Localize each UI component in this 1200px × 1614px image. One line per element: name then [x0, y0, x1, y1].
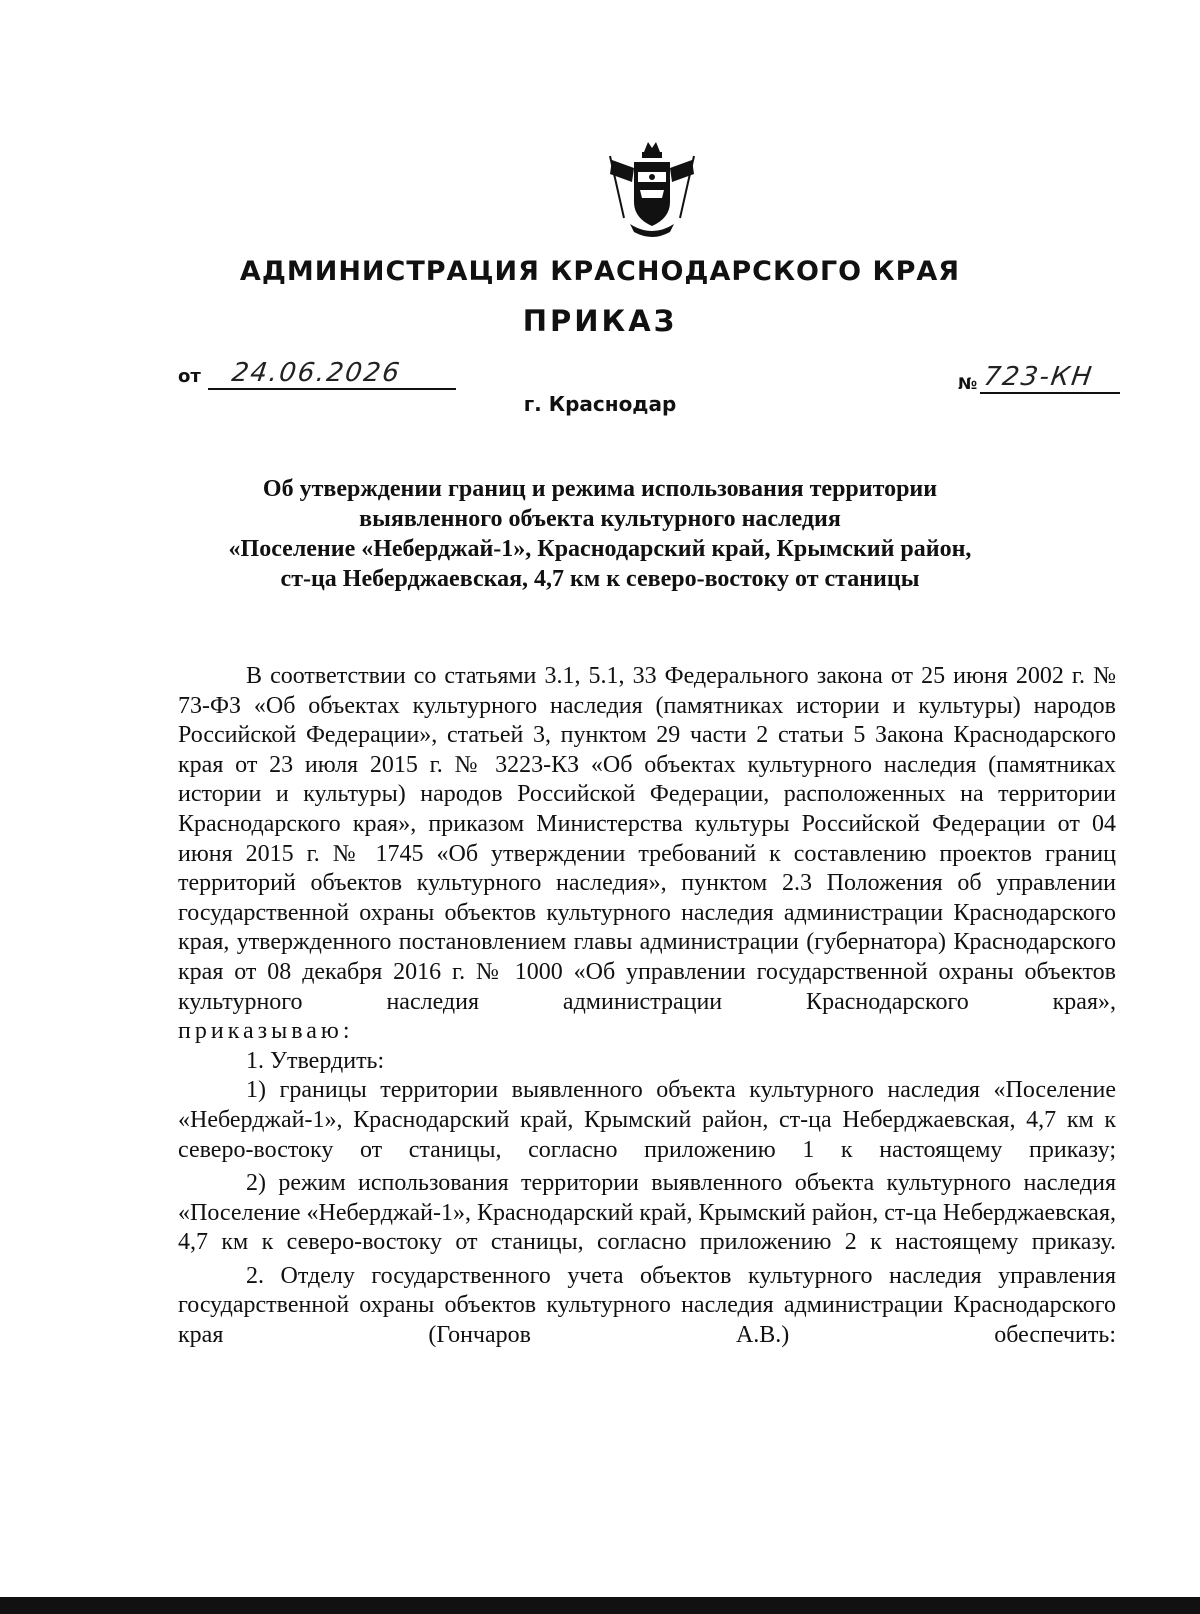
item-1: 1. Утвердить:	[246, 1047, 385, 1074]
item-1-1: 1) границы территории выявленного объекта культурного наследия «Поселение «Неберджай-1», Краснодарский край, Крымский район, ст-ца Неберджаевская, 4,7 км к северо-востоку от станицы, согласно приложению 1 к настоящему приказу;	[178, 1077, 1116, 1163]
document-number: 723-КН	[981, 362, 1096, 392]
title-line: «Поселение «Неберджай-1», Краснодарский край, Крымский район,	[228, 536, 972, 562]
coat-of-arms-icon	[604, 138, 700, 238]
city: г. Краснодар	[523, 392, 677, 416]
order-word: приказываю:	[178, 1018, 354, 1045]
item-2: 2. Отделу государственного учета объектов культурного наследия управления государственной охраны объектов культурного наследия администрации Краснодарского края (Гончаров А.В.) обеспечить:	[178, 1262, 1116, 1349]
scan-bottom-edge	[0, 1597, 1200, 1614]
organization-name: АДМИНИСТРАЦИЯ КРАСНОДАРСКОГО КРАЯ	[239, 256, 961, 287]
preamble-paragraph: В соответствии со статьями 3.1, 5.1, 33 Федерального закона от 25 июня 2002 г. № 73-ФЗ «Об объектах культурного наследия (памятниках истории и культуры) народов Российской Федерации», статьей 3, пунктом 29 части 2 статьи 5 Закона Краснодарского края от 23 июля 2015 г. № 3223-КЗ «Об объектах культурного наследия (памятниках истории и культуры) народов Российской Федерации, расположенных на территории Краснодарского края», приказом Министерства культуры Российской Федерации от 04 июня 2015 г. № 1745 «Об утверждении требований к составлению проектов границ территорий объектов культурного наследия», пунктом 2.3 Положения об управлении государственной охраны объектов культурного наследия администрации Краснодарского края, утвержденного постановлением главы администрации (губернатора) Краснодарского края от 08 декабря 2016 г. № 1000 «Об управлении государственной охраны объектов культурного наследия администрации Краснодарского края»,	[178, 663, 1116, 1015]
date-underline	[208, 388, 456, 390]
date-label: от	[178, 366, 201, 387]
title-line: ст-ца Неберджаевская, 4,7 км к северо-востоку от станицы	[280, 566, 920, 592]
item-1-2: 2) режим использования территории выявленного объекта культурного наследия «Поселение «Неберджай-1», Краснодарский край, Крымский район, ст-ца Неберджаевская, 4,7 км к северо-востоку от станицы, согласно приложению 2 к настоящему приказу.	[178, 1170, 1116, 1256]
number-label: №	[958, 374, 978, 393]
title-line: выявленного объекта культурного наследия	[359, 506, 841, 532]
document-date: 24.06.2026	[229, 358, 403, 388]
document-body	[178, 662, 1116, 1351]
document-title	[160, 474, 1040, 594]
title-line: Об утверждении границ и режима использования территории	[262, 476, 938, 502]
document-type: ПРИКАЗ	[522, 304, 678, 338]
